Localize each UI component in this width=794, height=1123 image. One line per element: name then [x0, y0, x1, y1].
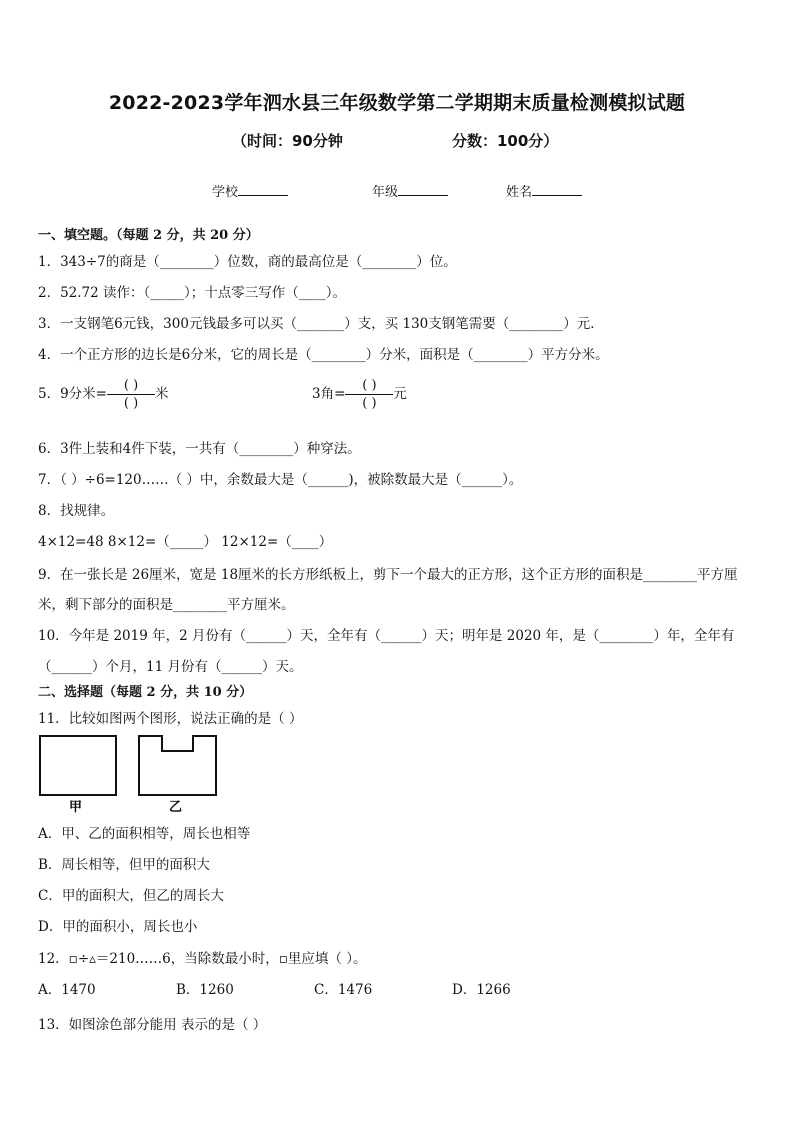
- grade-label: 年级: [372, 185, 399, 200]
- school-field: [212, 181, 288, 200]
- name-label: 姓名: [506, 185, 533, 200]
- question-9-line-2: 米，剩下部分的面积是________平方厘米。: [38, 597, 295, 613]
- question-5-right: [312, 377, 407, 412]
- q5-right-prefix: 3角=: [312, 386, 346, 402]
- q5-right-fraction: [345, 377, 393, 412]
- q5-left-prefix: 5．9分米=: [38, 386, 107, 402]
- q5-left-numerator: ( ): [123, 378, 139, 393]
- question-13: 13．如图涂色部分能用 表示的是（ ）: [38, 1017, 267, 1033]
- section-multiple-choice: 二、选择题（每题 2 分，共 10 分）: [38, 685, 253, 700]
- question-2: 2．52.72 读作：（_____）；十点零三写作（____）。: [38, 285, 347, 301]
- q12-option-a: A．1470: [38, 982, 96, 998]
- question-8-pattern: 4×12=48 8×12=（_____） 12×12=（____）: [38, 534, 333, 550]
- question-3: 3．一支钢笔6元钱，300元钱最多可以买（_______）支，买 130支钢笔需要（________）元．: [38, 316, 604, 332]
- grade-field: [372, 181, 448, 200]
- question-6: 6．3件上装和4件下装，一共有（________）种穿法。: [38, 441, 361, 457]
- q12-option-d: D．1266: [452, 982, 511, 998]
- q11-option-d: D．甲的面积小，周长也小: [38, 919, 198, 935]
- question-10-line-1: 10．今年是 2019 年，2 月份有（______）天，全年有（______）天；明年是 2020 年，是（________）年，全年有: [38, 628, 735, 644]
- q5-left-denominator: ( ): [123, 396, 139, 411]
- question-11: 11．比较如图两个图形，说法正确的是（ ）: [38, 711, 303, 727]
- shape-jia: [40, 736, 116, 795]
- shape-yi: [139, 736, 216, 795]
- q11-option-c: C．甲的面积大，但乙的周长大: [38, 888, 224, 904]
- label-jia: 甲: [69, 800, 83, 813]
- q5-right-numerator: ( ): [362, 378, 377, 393]
- question-9-line-1: 9．在一张长是 26厘米，宽是 18厘米的长方形纸板上，剪下一个最大的正方形，这个正方形的面积是________平方厘: [38, 567, 738, 583]
- question-1: 1．343÷7的商是（________）位数，商的最高位是（________）位。: [38, 254, 457, 270]
- question-5-left: [38, 377, 169, 412]
- question-7: 7．（ ）÷6=120……（ ）中，余数最大是（______)，被除数最大是（______）。: [38, 472, 523, 488]
- question-10-line-2: （______）个月，11 月份有（______）天。: [38, 659, 303, 675]
- q5-right-suffix: 元: [393, 386, 407, 402]
- name-blank[interactable]: [532, 183, 582, 196]
- exam-title: 2022-2023学年泗水县三年级数学第二学期期末质量检测模拟试题: [108, 92, 686, 114]
- q11-option-b: B．周长相等，但甲的面积大: [38, 857, 210, 873]
- q11-option-a: A．甲、乙的面积相等，周长也相等: [38, 826, 251, 842]
- question-8: 8．找规律。: [38, 503, 115, 519]
- q12-option-c: C．1476: [314, 982, 373, 998]
- q5-left-suffix: 米: [155, 386, 169, 402]
- question-11-figure: [36, 733, 226, 813]
- q12-option-b: B．1260: [176, 982, 234, 998]
- exam-score: 分数：100分）: [452, 132, 559, 150]
- label-yi: 乙: [169, 800, 183, 813]
- school-blank[interactable]: [238, 183, 288, 196]
- question-4: 4．一个正方形的边长是6分米，它的周长是（________）分米，面积是（________）平方分米。: [38, 347, 609, 363]
- exam-time: （时间：90分钟: [232, 132, 343, 150]
- grade-blank[interactable]: [398, 183, 448, 196]
- q5-left-fraction: [107, 377, 155, 412]
- school-label: 学校: [212, 185, 239, 200]
- question-12: 12．▫÷▵＝210……6，当除数最小时，▫里应填（ ）。: [38, 951, 367, 967]
- section-fill-in: 一、填空题。（每题 2 分，共 20 分）: [38, 228, 259, 243]
- name-field: [506, 181, 582, 200]
- q5-right-denominator: ( ): [362, 396, 377, 411]
